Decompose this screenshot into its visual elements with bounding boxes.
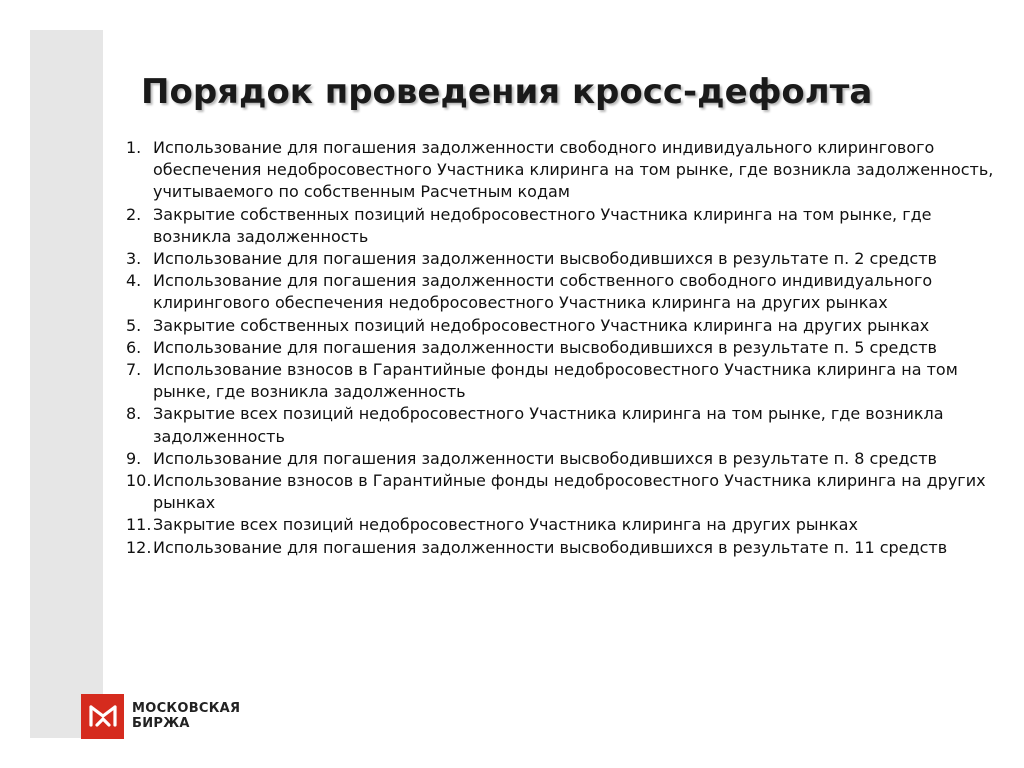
item-number: 3. — [126, 249, 142, 269]
list-item — [126, 315, 1011, 337]
list-item — [126, 403, 1011, 447]
item-number: 9. — [126, 448, 142, 468]
logo-line-1: МОСКОВСКАЯ — [132, 701, 241, 716]
list-item — [126, 470, 1011, 514]
item-text: Использование для погашения задолженности высвободившихся в результате п. 5 средств — [153, 337, 937, 357]
list-item — [126, 337, 1011, 359]
item-text: Закрытие всех позиций недобросовестного Участника клиринга на других рынках — [153, 515, 858, 535]
item-text: Использование для погашения задолженности высвободившихся в результате п. 11 средств — [153, 537, 948, 557]
list-item — [126, 204, 1011, 248]
slide-title: Порядок проведения кросс-дефолта — [141, 72, 873, 112]
moex-logo — [81, 693, 240, 739]
list-item — [126, 537, 1011, 559]
item-text: Использование взносов в Гарантийные фонды недобросовестного Участника клиринга на других рынках — [153, 471, 986, 513]
item-text: Закрытие всех позиций недобросовестного Участника клиринга на том рынке, где возникла задолженность — [153, 404, 944, 446]
item-number: 8. — [126, 404, 142, 424]
item-number: 6. — [126, 337, 142, 357]
item-number: 10. — [126, 471, 152, 491]
item-number: 12. — [126, 537, 152, 557]
list-item — [126, 448, 1011, 470]
item-text: Использование для погашения задолженности высвободившихся в результате п. 8 средств — [153, 448, 937, 468]
item-text: Закрытие собственных позиций недобросовестного Участника клиринга на том рынке, где возникла задолженность — [153, 204, 932, 246]
item-text: Использование для погашения задолженности свободного индивидуального клирингового обеспечения недобросовестного Участника клиринга на том рынке, где возникла задолженность, учитываемого по собственным Расчетным кодам — [153, 138, 994, 202]
item-number: 5. — [126, 315, 142, 335]
list-item — [126, 137, 1011, 204]
item-number: 4. — [126, 271, 142, 291]
item-number: 2. — [126, 204, 142, 224]
list-item — [126, 359, 1011, 403]
list-item — [126, 514, 1011, 536]
item-text: Использование для погашения задолженности собственного свободного индивидуального клирингового обеспечения недобросовестного Участника клиринга на других рынках — [153, 271, 933, 313]
logo-wordmark — [132, 701, 240, 731]
item-text: Использование взносов в Гарантийные фонды недобросовестного Участника клиринга на том рынке, где возникла задолженность — [153, 360, 958, 402]
side-bar — [30, 30, 103, 738]
moex-m-icon — [81, 694, 124, 739]
item-number: 11. — [126, 515, 152, 535]
item-text: Закрытие собственных позиций недобросовестного Участника клиринга на других рынках — [153, 315, 930, 335]
numbered-list — [126, 137, 1011, 559]
list-item — [126, 270, 1011, 314]
item-number: 7. — [126, 360, 142, 380]
item-number: 1. — [126, 138, 142, 157]
logo-line-2: БИРЖА — [132, 716, 190, 731]
list-item — [126, 248, 1011, 270]
item-text: Использование для погашения задолженности высвободившихся в результате п. 2 средств — [153, 249, 937, 269]
